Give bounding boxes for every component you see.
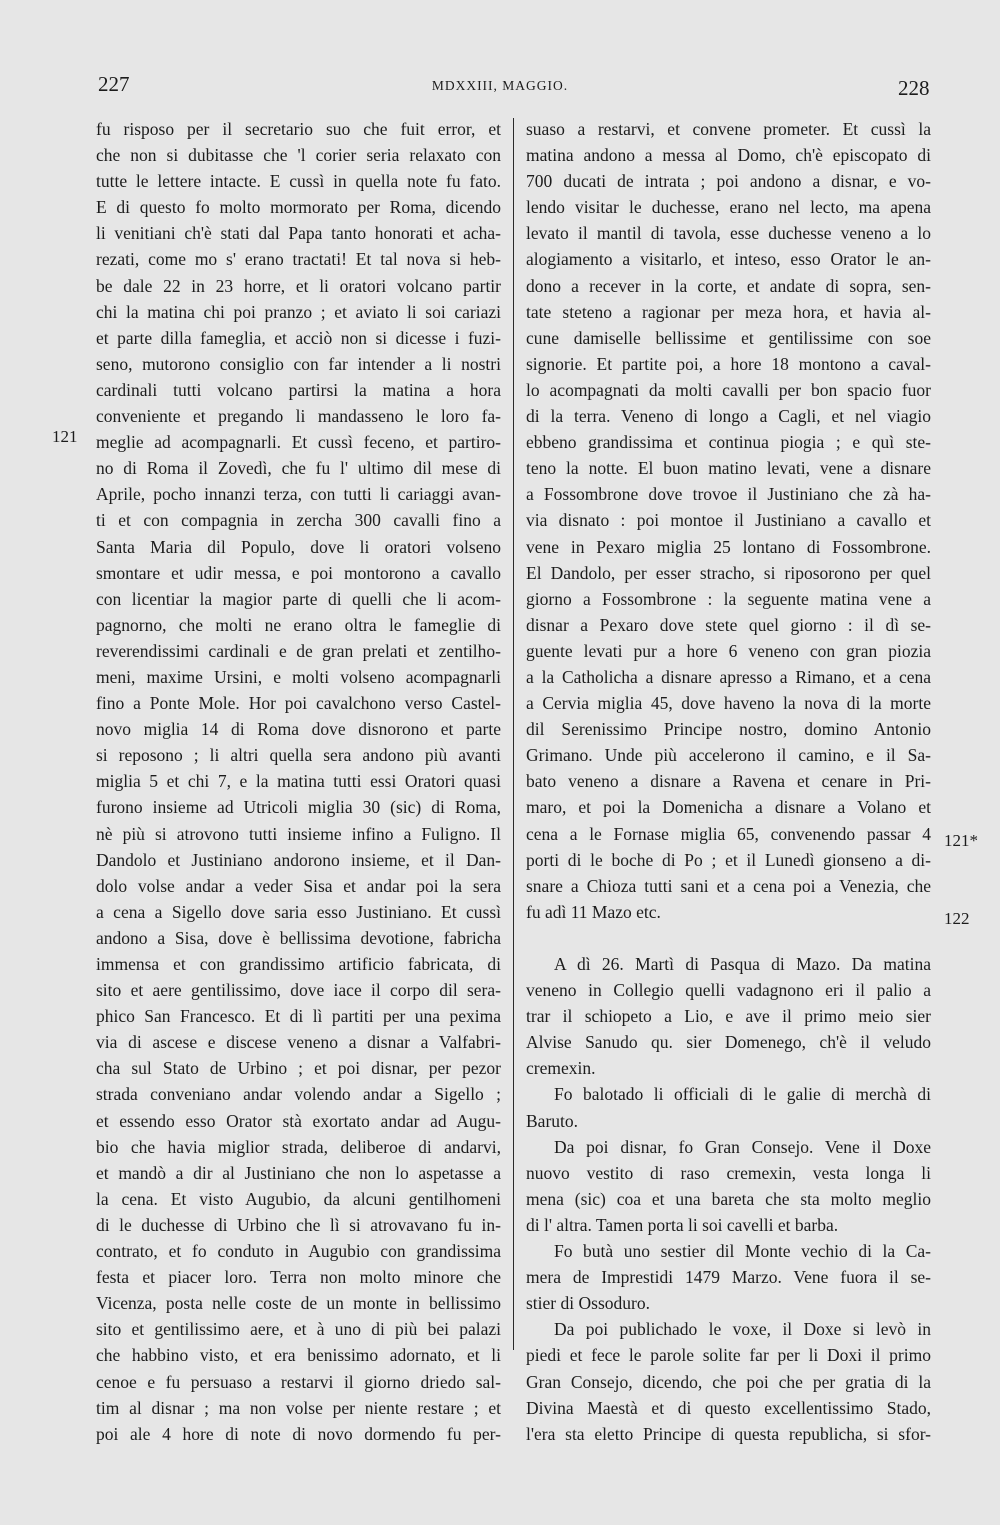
text-line: vene in Pexaro miglia 25 lontano di Fossombrone. (526, 536, 931, 557)
text-line: be dale 22 in 23 horre, et li oratori volcano partir (96, 275, 501, 296)
text-line: Grimano. Unde più accelerono il camino, e il Sa- (526, 745, 931, 766)
text-line: che habbino visto, et era benissimo adornato, et li (96, 1345, 501, 1366)
text-line: et essendo esso Orator stà exortato andar ad Augu- (96, 1110, 501, 1131)
text-line: Da poi disnar, fo Gran Consejo. Vene il Doxe (554, 1136, 931, 1157)
text-line: suaso a restarvi, et convene prometer. Et cussì la (526, 119, 931, 139)
running-title: MDXXIII, MAGGIO. (431, 78, 569, 93)
text-line: poi ale 4 hore di note di novo dormendo fu per- (96, 1423, 501, 1444)
text-line: cena a le Fornase miglia 65, convenendo passar 4 (526, 823, 931, 844)
text-line: che non si dubitasse che 'l corier seria relaxato con (96, 145, 501, 166)
text-line: porti di le boche di Po ; et il Lunedì gionseno a di- (526, 849, 931, 870)
text-line: furono insieme ad Utricoli miglia 30 (sic) di Roma, (96, 797, 501, 818)
text-line: sito et aere gentilissimo, dove iace il corpo dil sera- (96, 980, 501, 1001)
text-line: Aprile, pocho innanzi terza, con tutti li cariaggi avan- (96, 484, 501, 505)
text-line: cardinali tutti volcano partirsi la matina a hora (96, 379, 501, 400)
text-line: nuovo vestito di raso cremexin, vesta longa li (526, 1162, 931, 1183)
text-line: Alvise Sanudo qu. sier Domenego, ch'è il veludo (526, 1032, 931, 1053)
text-line: immensa et con grandissimo artificio fabricata, di (96, 954, 501, 974)
text-line: a la Catholicha a disnare apresso a Rimano, et a cena (526, 666, 931, 687)
text-line: matina andono a messa al Domo, ch'è episcopato di (526, 145, 931, 166)
text-line: A dì 26. Martì di Pasqua di Mazo. Da matina (554, 954, 931, 974)
text-line: di la terra. Veneno di longo a Cagli, et nel viagio (526, 406, 931, 427)
text-line: miglia 5 et chi 7, e la matina tutti essi Oratori quasi (96, 771, 501, 792)
text-line: teno la notte. El buon matino levati, vene a disnare (526, 458, 931, 479)
text-line: E di questo fo molto mormorato per Roma, dicendo (96, 197, 501, 218)
text-line: fu risposo per il secretario suo che fuit error, et (96, 119, 501, 139)
text-line: cenoe e fu persuaso a restarvi il giorno driedo sal- (96, 1371, 501, 1392)
text-line: a Fossombrone dove trovoe il Justiniano che zà ha- (526, 484, 931, 505)
text-line: cha sul Stato de Urbino ; et poi disnar, per pezor (96, 1058, 501, 1079)
page-number-left: 227 (98, 72, 130, 96)
text-line: Dandolo et Justiniano andorono insieme, et il Dan- (96, 849, 501, 870)
text-line: Gran Consejo, dicendo, che poi che per gratia di la (526, 1371, 931, 1392)
text-line: mena (sic) coa et una bareta che sta molto meglio (526, 1188, 931, 1209)
text-line: contrato, et fo conduto in Augubio con grandissima (96, 1241, 501, 1262)
right-column (526, 116, 931, 1447)
text-line: et mandò a dir al Justiniano che non lo aspetasse a (96, 1162, 501, 1183)
text-line: veneno in Collegio quelli vadagnono eri il palio a (526, 980, 931, 1001)
text-line: andono a Sisa, dove è bellissima devotione, fabricha (96, 927, 501, 948)
text-line: trar il schiopeto a Lio, e ave il primo meio sier (526, 1006, 931, 1027)
text-line: alogiamento a visitarlo, et inteso, esso Orator le an- (526, 249, 931, 270)
text-line: stier di Ossoduro. (526, 1293, 650, 1314)
text-line: cremexin. (526, 1058, 596, 1079)
text-line: bio che havia miglior strada, deliberoe di andarvi, (96, 1136, 501, 1157)
text-line: di le duchesse di Urbino che lì si atrovavano fu in- (96, 1214, 501, 1235)
text-line: guente levati pur a hore 6 veneno con gran piozia (526, 640, 931, 661)
text-line: signorie. Et partite poi, a hore 18 montono a caval- (526, 353, 931, 374)
text-line: El Dandolo, per esser stracho, si riposorono per quel (526, 562, 931, 583)
text-line: via disnato : poi montoe il Justiniano a cavallo et (526, 510, 931, 531)
text-line: novo miglia 14 di Roma dove disnorono et parte (96, 719, 501, 740)
text-line: l'era sta eletto Principe di questa republicha, si sfor- (526, 1423, 931, 1444)
text-line: lendo visitar le duchesse, erano nel lecto, ma apena (526, 197, 931, 218)
text-line: ti et con compagnia in zercha 300 cavalli fino a (96, 510, 501, 531)
left-column (96, 116, 501, 1447)
text-line: ebbeno grandissima et continua piogia ; e quì ste- (526, 432, 931, 453)
text-line: la cena. Et visto Augubio, da alcuni gentilhomeni (96, 1188, 501, 1209)
text-line: dil Serenissimo Principe nostro, domino Antonio (526, 719, 931, 740)
text-line: disnar a Pexaro dove stete quel giorno : il dì se- (526, 614, 931, 635)
text-line: dono a recever in la corte, et andate di sopra, sen- (526, 275, 931, 296)
text-line: smontare et udir messa, e poi montorono a cavallo (96, 562, 501, 583)
text-line: maro, et poi la Domenicha a disnare a Volano et (526, 797, 931, 818)
margin-number-right-122: 122 (944, 909, 970, 928)
text-line: sito et gentilissimo aere, et à uno di più bei palazi (96, 1319, 501, 1340)
page-number-right: 228 (898, 76, 930, 100)
text-line: pagnorno, che molti ne erano oltra le fameglie di (96, 614, 501, 635)
text-line: giorno a Fossombrone : la seguente matina vene a (526, 588, 931, 609)
text-line: con licentiar la magior parte di quelli che li acom- (96, 588, 501, 609)
text-line: reverendissimi cardinali e de gran prelati et zentilho- (96, 640, 501, 661)
text-line: levato il mantil di tavola, esse duchesse veneno a lo (526, 223, 931, 244)
text-line: tim al disnar ; ma non volse per niente restare ; et (96, 1397, 501, 1418)
text-line: dolo volse andar a veder Sisa et andar poi la sera (96, 875, 501, 896)
text-line: meglie ad acompagnarli. Et cussì feceno, et partiro- (96, 432, 501, 453)
text-line: si reposono ; li altri quella sera andono più avanti (96, 745, 501, 766)
text-line: Fo butà uno sestier dil Monte vechio di la Ca- (554, 1241, 931, 1262)
text-line: Vicenza, posta nelle coste de un monte in bellissimo (96, 1293, 501, 1314)
text-line: conveniente et pregando li mandasseno le loro fa- (96, 406, 501, 427)
text-line: nè più si atrovono tutti insieme infino a Fuligno. Il (96, 823, 501, 844)
text-line: snare a Chioza tutti sani et a cena poi a Venezia, che (526, 875, 931, 896)
text-line: bato veneno a disnare a Ravena et cenare in Pri- (526, 771, 931, 792)
text-line: Baruto. (526, 1110, 579, 1131)
text-line: chi la matina chi poi pranzo ; et aviato li soi cariazi (96, 301, 501, 322)
text-line: rezati, come mo s' erano tractati! Et tal nova si heb- (96, 249, 501, 270)
text-line: cune damiselle bellissime et gentilissime con soe (526, 327, 931, 348)
text-line: festa et piacer loro. Terra non molto minore che (96, 1267, 501, 1288)
text-line: mera de Imprestidi 1479 Marzo. Vene fuora il se- (526, 1267, 931, 1288)
text-line: piedi et fece le parole solite far per li Doxi il primo (526, 1345, 931, 1366)
text-line: Divina Maestà et di questo excellentissimo Stado, (526, 1397, 931, 1418)
text-line: fu adì 11 Mazo etc. (526, 901, 661, 922)
text-line: lo acompagnati da molti cavalli per bon spacio fuor (526, 379, 931, 400)
text-line: fino a Ponte Mole. Hor poi cavalchono verso Castel- (96, 693, 501, 714)
text-line: tate steteno a ragionar per meza hora, et havia al- (526, 301, 931, 322)
margin-number-left: 121 (52, 427, 78, 446)
text-line: no di Roma il Zovedì, che fu l' ultimo dil mese di (96, 458, 501, 479)
text-line: a Cervia miglia 45, dove haveno la nova di la morte (526, 693, 931, 714)
text-line: Da poi publichado le voxe, il Doxe si levò in (554, 1319, 931, 1340)
column-divider (513, 118, 514, 1350)
text-line: tutte le lettere intacte. E cussì in quella note fu fato. (96, 171, 501, 192)
text-line: Santa Maria dil Populo, dove li oratori volseno (96, 536, 501, 557)
text-line: strada conveniano andar volendo andar a Sigello ; (96, 1084, 501, 1105)
text-line: a cena a Sigello dove saria esso Justiniano. Et cussì (96, 901, 501, 922)
margin-number-right-121: 121* (944, 831, 978, 850)
text-line: via di ascese e discese veneno a disnar a Valfabri- (96, 1032, 501, 1053)
text-line: 700 ducati de intrata ; poi andono a disnar, e vo- (526, 171, 931, 192)
text-line: Fo balotado li officiali di le galie di merchà di (554, 1084, 931, 1105)
text-line: meni, maxime Ursini, e molti volseno acompagnarli (96, 666, 501, 687)
text-line (526, 925, 931, 951)
text-line: li venitiani ch'è stati dal Papa tanto honorati et acha- (96, 223, 501, 244)
text-line: phico San Francesco. Et di lì partiti per una pexima (96, 1006, 501, 1027)
text-line: et parte dilla famegliа, et acciò non si dicesse i fuzi- (96, 327, 501, 348)
text-line: seno, mutorono consiglio con far intender a li nostri (96, 353, 501, 374)
text-line: di l' altra. Tamen porta li soi cavelli et barba. (526, 1214, 839, 1235)
